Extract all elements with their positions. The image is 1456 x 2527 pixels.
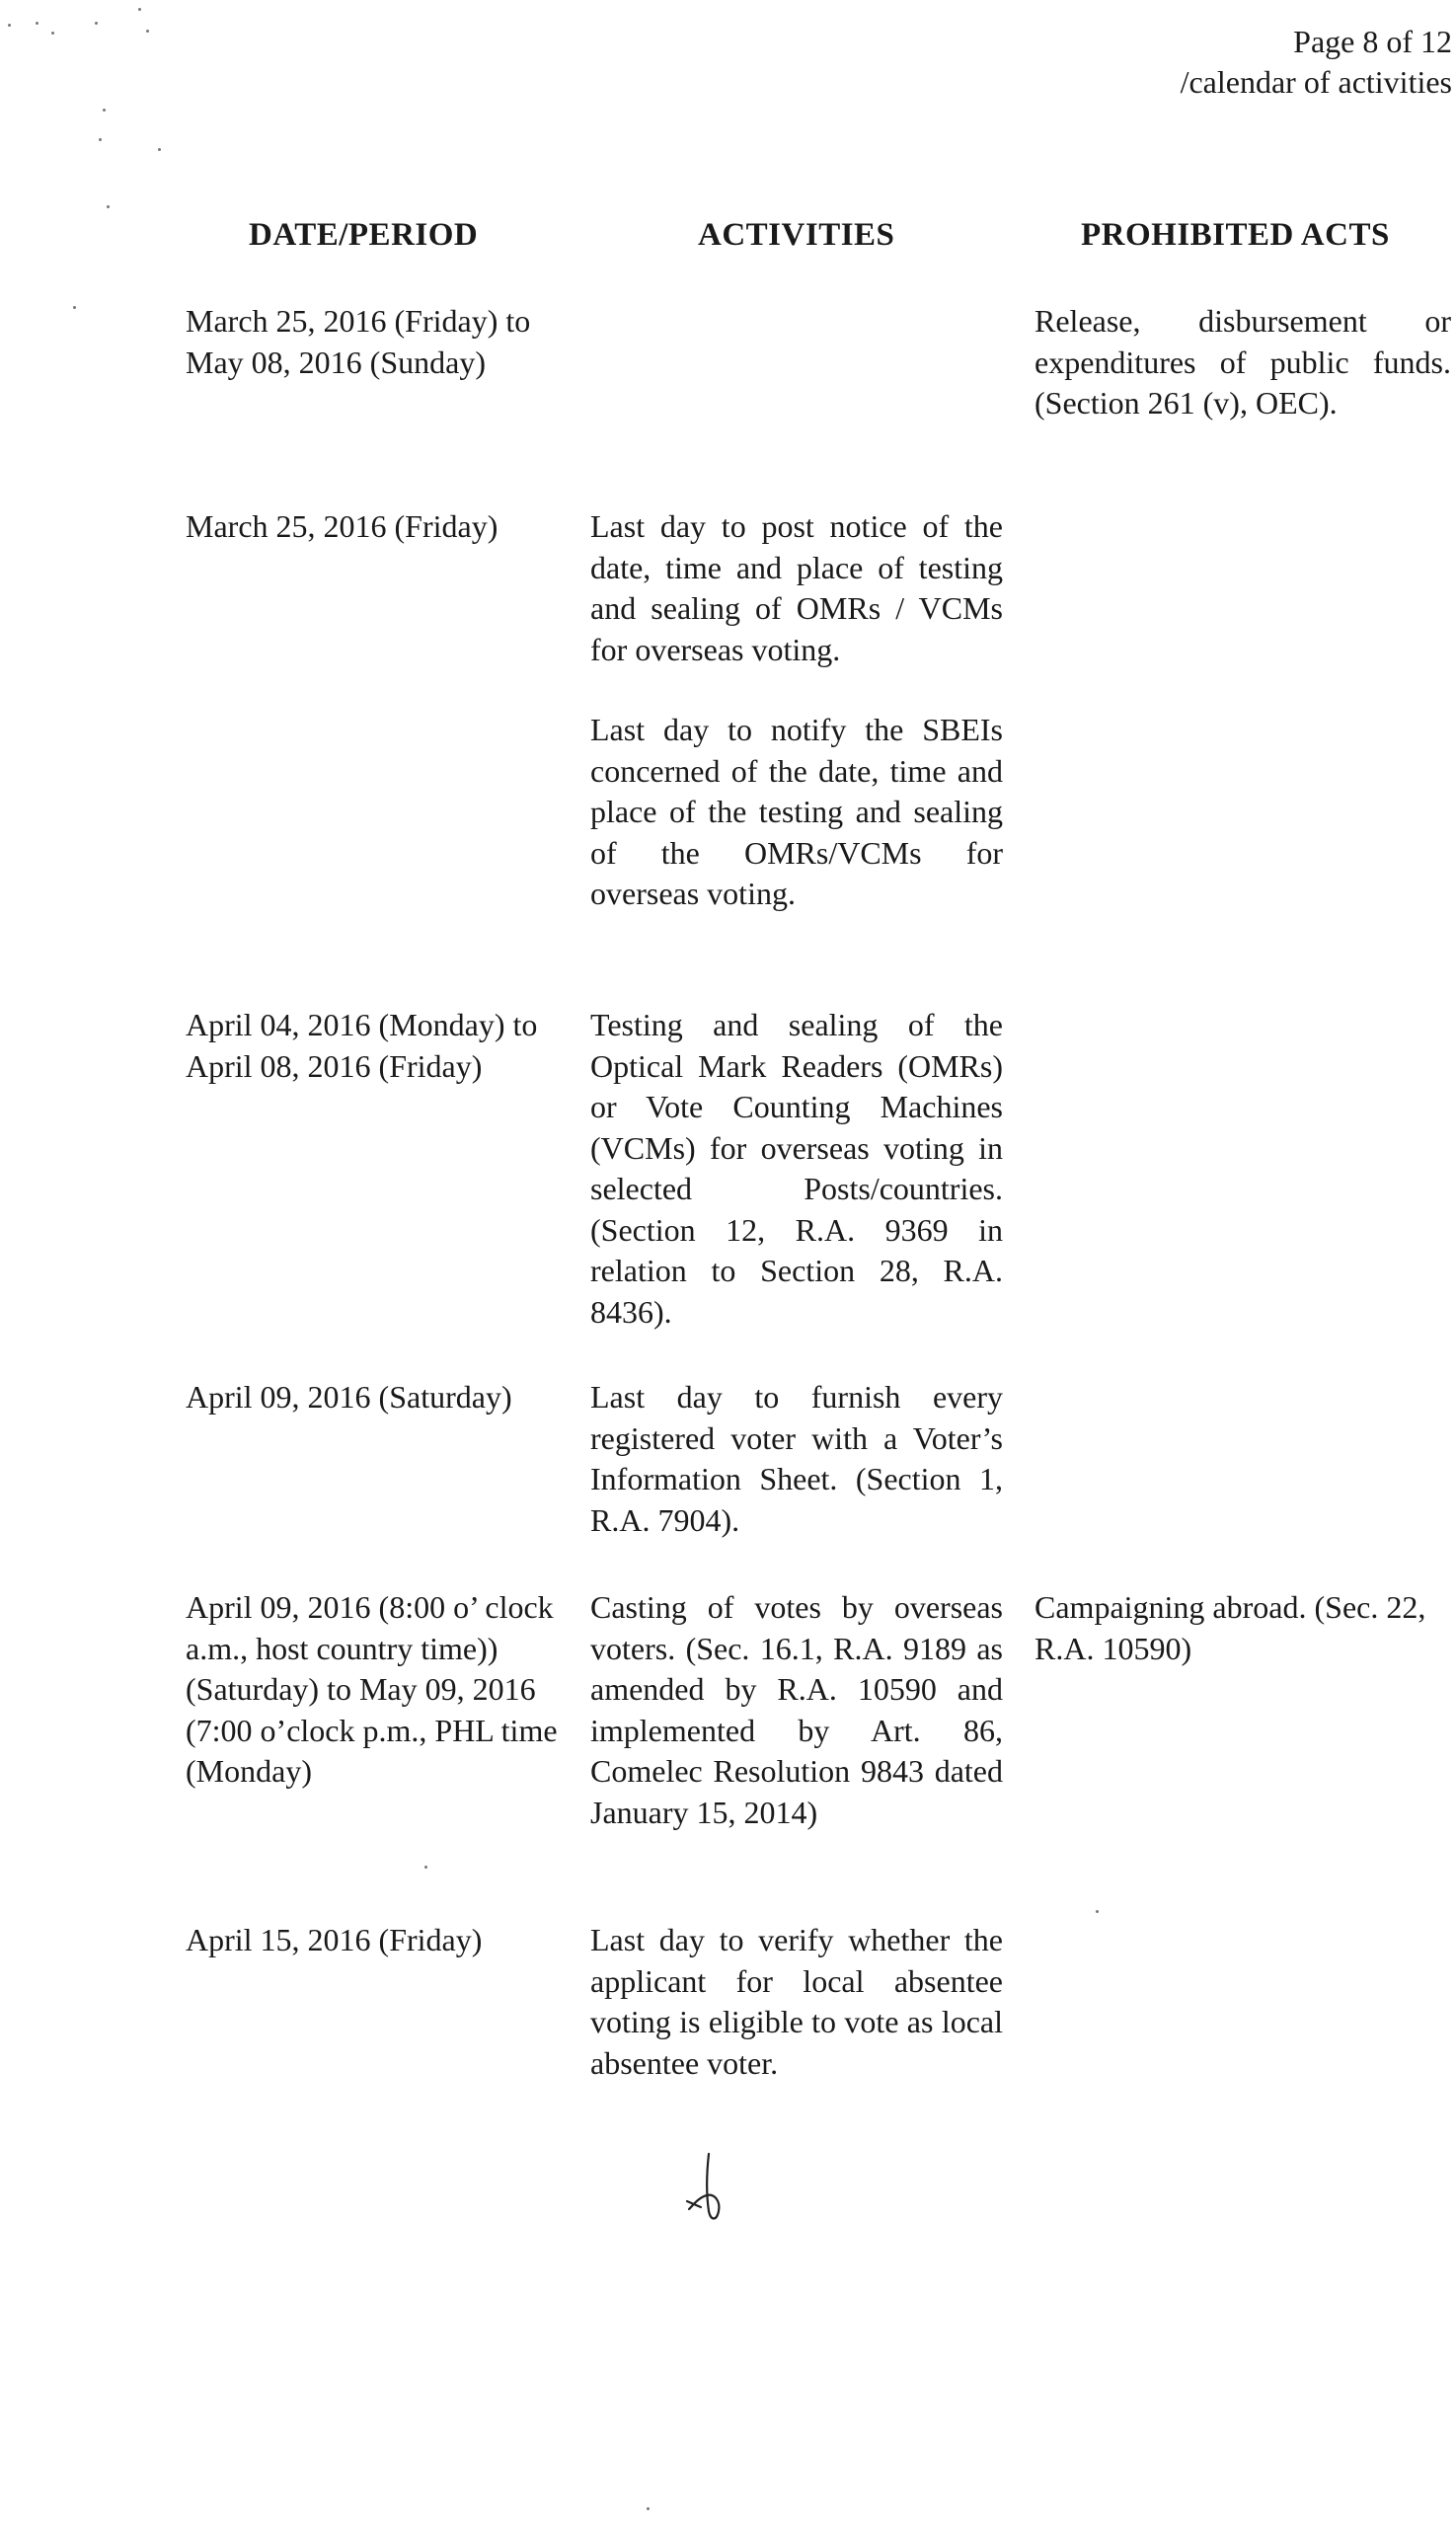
row-activities (590, 1377, 1003, 1541)
row-date: April 15, 2016 (Friday) (186, 1922, 483, 1957)
column-header-prohibited: PROHIBITED ACTS (1081, 217, 1390, 253)
activity-paragraph: Last day to furnish every registered voter with a Voter’s Information Sheet. (Section 1, R.A. 7904). (590, 1379, 1003, 1538)
row-activities (590, 1920, 1003, 2084)
row-activities (590, 506, 1003, 915)
scan-speck (8, 24, 11, 27)
activity-paragraph: Last day to notify the SBEIs concerned of the date, time and place of the testing and sealing of the OMRs/VCMs for overseas voting. (590, 712, 1003, 911)
column-header-date: DATE/PERIOD (249, 217, 479, 253)
row-activities (590, 1587, 1003, 1833)
activity-paragraph: Last day to post notice of the date, time and place of testing and sealing of OMRs / VCMs for overseas voting. (590, 508, 1003, 667)
scan-speck (95, 22, 98, 25)
scan-speck (103, 109, 106, 112)
activity-paragraph: Casting of votes by overseas voters. (Sec. 16.1, R.A. 9189 as amended by R.A. 10590 and implemented by Art. 86, Comelec Resolution 9843 dated January 15, 2014) (590, 1589, 1003, 1830)
page-header (860, 22, 1456, 103)
column-header-activities: ACTIVITIES (698, 217, 895, 253)
row-date: March 25, 2016 (Friday) (186, 508, 498, 544)
row-date: April 09, 2016 (8:00 o’ clock a.m., host country time)) (Saturday) to May 09, 2016 (7:00 o’clock p.m., PHL time (Monday) (186, 1589, 558, 1789)
row-prohibited-acts: Campaigning abroad. (Sec. 22, R.A. 10590) (1035, 1589, 1426, 1666)
scan-speck (138, 8, 141, 11)
scan-speck (647, 2507, 650, 2510)
scan-speck (36, 22, 38, 25)
row-date: April 09, 2016 (Saturday) (186, 1379, 512, 1415)
scan-speck (51, 32, 54, 35)
scan-speck (424, 1866, 427, 1869)
activity-paragraph: Last day to verify whether the applicant for local absentee voting is eligible to vote as local absentee voter. (590, 1922, 1003, 2081)
scan-speck (99, 138, 102, 141)
document-subtitle: /calendar of activities (1180, 64, 1452, 100)
row-date: April 04, 2016 (Monday) to April 08, 2016 (Friday) (186, 1007, 538, 1084)
page-number: Page 8 of 12 (1293, 24, 1452, 59)
scan-speck (146, 30, 149, 33)
row-date: March 25, 2016 (Friday) to May 08, 2016 (Sunday) (186, 303, 531, 380)
scan-speck (1096, 1910, 1099, 1913)
row-prohibited-acts: Release, disbursement or expenditures of public funds. (Section 261 (v), OEC). (1035, 303, 1451, 421)
scan-speck (73, 306, 76, 309)
activity-paragraph: Testing and sealing of the Optical Mark Readers (OMRs) or Vote Counting Machines (VCMs) for overseas voting in selected Posts/countries. (Section 12, R.A. 9369 in relation to Section 28, R.A. 8436). (590, 1007, 1003, 1330)
scan-speck (107, 205, 110, 208)
handwritten-initial (679, 2152, 738, 2226)
row-activities (590, 1005, 1003, 1333)
scan-speck (158, 148, 161, 151)
